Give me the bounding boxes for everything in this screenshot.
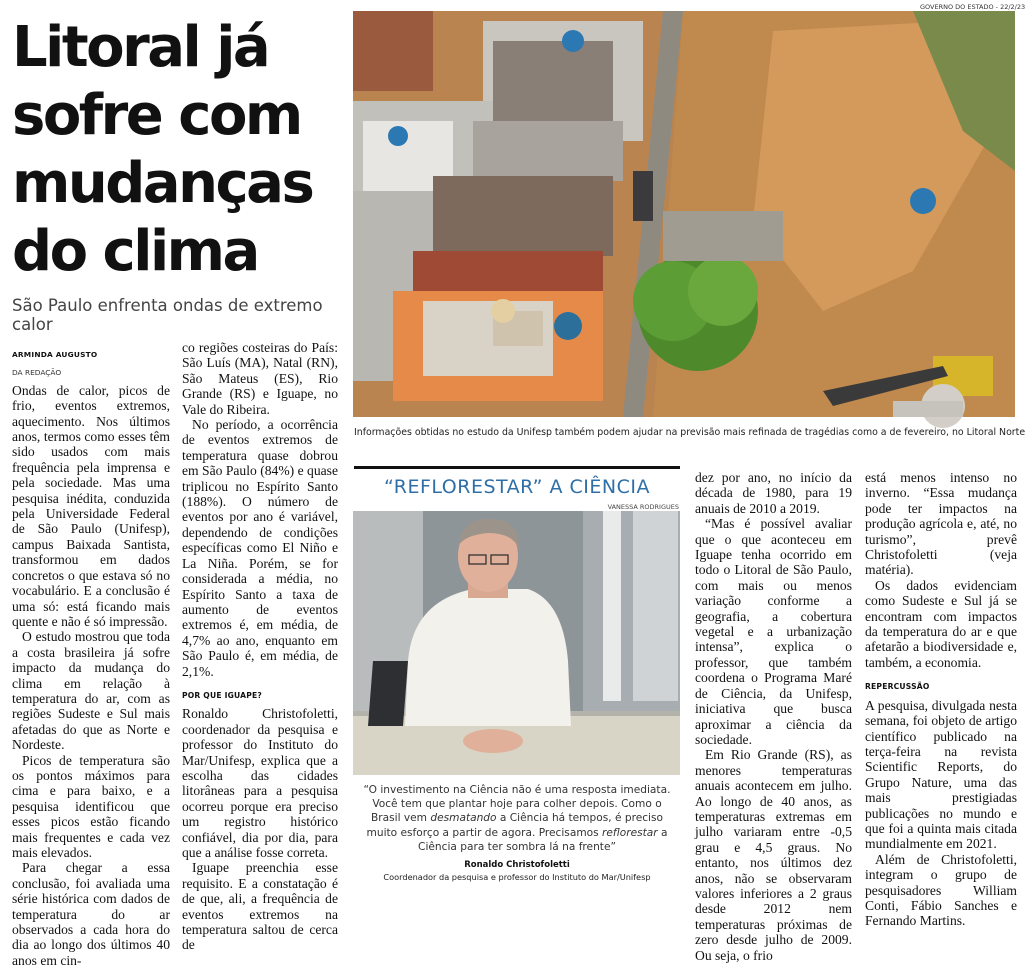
sidebar-title: “REFLORESTAR” A CIÊNCIA bbox=[383, 476, 650, 498]
paragraph: dez por ano, no início da década de 1980, para 19 anuais de 2010 a 2019. bbox=[695, 470, 852, 516]
paragraph: Para chegar a essa conclusão, foi avaliada uma série histórica com dados de temperatura do ar observados a cada hora do dia ao longo dos últimos 40 anos em cin- bbox=[12, 860, 170, 968]
portrait-photo bbox=[353, 511, 680, 775]
quote-author-role: Coordenador da pesquisa e professor do Instituto do Mar/Unifesp bbox=[383, 872, 651, 882]
sidebar-rule bbox=[354, 466, 680, 469]
article-column-3 bbox=[695, 470, 852, 963]
paragraph: co regiões costeiras do País: São Luís (MA), Natal (RN), São Mateus (ES), Rio Grande (RS) e Iguape, no Vale do Ribeira. bbox=[182, 340, 338, 417]
portrait-credit: VANESSA RODRIGUES bbox=[607, 503, 679, 511]
article-column-2 bbox=[182, 340, 338, 953]
paragraph: Em Rio Grande (RS), as menores temperaturas anuais acontecem em julho. Ao longo de 40 anos, as temperaturas extremas em julho variaram entre -0,5 grau e 4,5 graus. No entanto, nos últimos dez anos, não se observaram valores inferiores a 2 graus desde 2012 nem temperaturas próximas de zero desde julho de 2009. Ou seja, o frio bbox=[695, 747, 852, 963]
paragraph: A pesquisa, divulgada nesta semana, foi objeto de artigo científico publicado na terça-feira na revista Scientific Reports, do Grupo Nature, uma das mais prestigiadas publicações no mundo e que foi a quinta mais citada mundialmente em 2021. bbox=[865, 697, 1017, 852]
paragraph: está menos intenso no inverno. “Essa mudança pode ter impactos na produção agrícola e, até, no turismo”, prevê Christofoletti (veja matéria). bbox=[865, 470, 1017, 578]
photo-caption: Informações obtidas no estudo da Unifesp também podem ajudar na previsão mais refinada de tragédias como a de fevereiro, no Litoral Norte bbox=[354, 427, 1026, 438]
section-subtitle: POR QUE IGUAPE? bbox=[182, 690, 262, 700]
paragraph: “Mas é possível avaliar que o que aconteceu em Iguape tenha ocorrido em todo o Litoral de São Paulo, com mais ou menos variação conforme a geografia, a cobertura vegetal e a urbanização intensa”, explica o professor, que também coordena o Programa Maré de Ciência, da Unifesp, iniciativa que busca aproximar a ciência da sociedade. bbox=[695, 516, 852, 747]
author-byline: ARMINDA AUGUSTO bbox=[12, 350, 98, 359]
headline-line: sofre com bbox=[12, 83, 301, 148]
article-column-4 bbox=[865, 470, 1017, 929]
paragraph: Os dados evidenciam como Sudeste e Sul já se encontram com impactos da temperatura do ar e que afetarão a biodiversidade e, também, a economia. bbox=[865, 577, 1017, 670]
quote-author: Ronaldo Christofoletti bbox=[464, 860, 570, 870]
headline-line: do clima bbox=[12, 219, 258, 284]
portrait-image bbox=[353, 511, 680, 775]
photo-credit: GOVERNO DO ESTADO - 22/2/23 bbox=[920, 3, 1026, 11]
section-subtitle: REPERCUSSÃO bbox=[865, 682, 930, 692]
quote-emphasis: desmatando bbox=[430, 812, 497, 825]
subheadline: São Paulo enfrenta ondas de extremo calor bbox=[12, 296, 323, 334]
paragraph: Além de Christofoletti, integram o grupo de pesquisadores William Conti, Fábio Sanches e Fernando Martins. bbox=[865, 851, 1017, 929]
paragraph: O estudo mostrou que toda a costa brasileira já sofre impacto da mudança do clima em relação à temperatura do ar, com as regiões Sudeste e Sul mais afetadas do que as Norte e Nordeste. bbox=[12, 629, 170, 753]
headline bbox=[12, 14, 342, 286]
paragraph: Iguape preenchia esse requisito. E a constatação é de que, ali, a frequência de eventos extremos na temperatura saltou de cerca de bbox=[182, 860, 338, 953]
paragraph: Ondas de calor, picos de frio, eventos extremos, aquecimento. Nos últimos anos, termos como esses têm sido usados com mais frequência pela imprensa e pela sociedade. Mas uma pesquisa inédita, conduzida pela Universidade Federal de São Paulo (Unifesp), campus Baixada Santista, transformou em dados concretos o que estava só no vocabulário. E a conclusão é uma só: está ficando mais quente e não é só impressão. bbox=[12, 382, 170, 629]
quote-emphasis: reflorestar bbox=[602, 826, 658, 839]
quote-text: a Ciência há tempos, é preciso muito esforço a partir de agora. Precisamos bbox=[366, 812, 663, 839]
paragraph: Ronaldo Christofoletti, coordenador da pesquisa e professor do Instituto do Mar/Unifesp, explica que a escolha das cidades litorâneas para a pesquisa ocorreu porque era preciso um registro histórico confiável, dia por dia, para que a análise fosse correta. bbox=[182, 706, 338, 860]
pull-quote bbox=[356, 783, 678, 854]
quote-text: “O investimento na Ciência não é uma resposta imediata. Você tem que plantar hoje para colher depois. Como o Brasil vem bbox=[363, 784, 671, 825]
article-column-1 bbox=[12, 345, 170, 968]
paragraph: Picos de temperatura são os pontos máximos para cima e para baixo, e a pesquisa identificou que esses picos estão ficando mais frequentes e cada vez mais elevados. bbox=[12, 752, 170, 860]
desk-byline: DA REDAÇÃO bbox=[12, 368, 62, 378]
headline-line: mudanças bbox=[12, 151, 313, 216]
main-photo bbox=[353, 11, 1015, 417]
quote-text: a Ciência para ter sombra lá na frente” bbox=[418, 826, 668, 853]
landslide-aerial-image bbox=[353, 11, 1015, 417]
paragraph: No período, a ocorrência de eventos extremos de temperatura quase dobrou em São Paulo (84%) e quase triplicou no Espírito Santo (188%). O número de eventos por ano é variável, dependendo de condições específicas como El Niño e La Niña. Porém, se for considerada a média, no Espírito Santo a taxa de aumento de eventos extremos é, em média, de 4,7% ao ano, enquanto em São Paulo é, em média, de 2,1%. bbox=[182, 417, 338, 679]
headline-line: Litoral já bbox=[12, 15, 269, 80]
